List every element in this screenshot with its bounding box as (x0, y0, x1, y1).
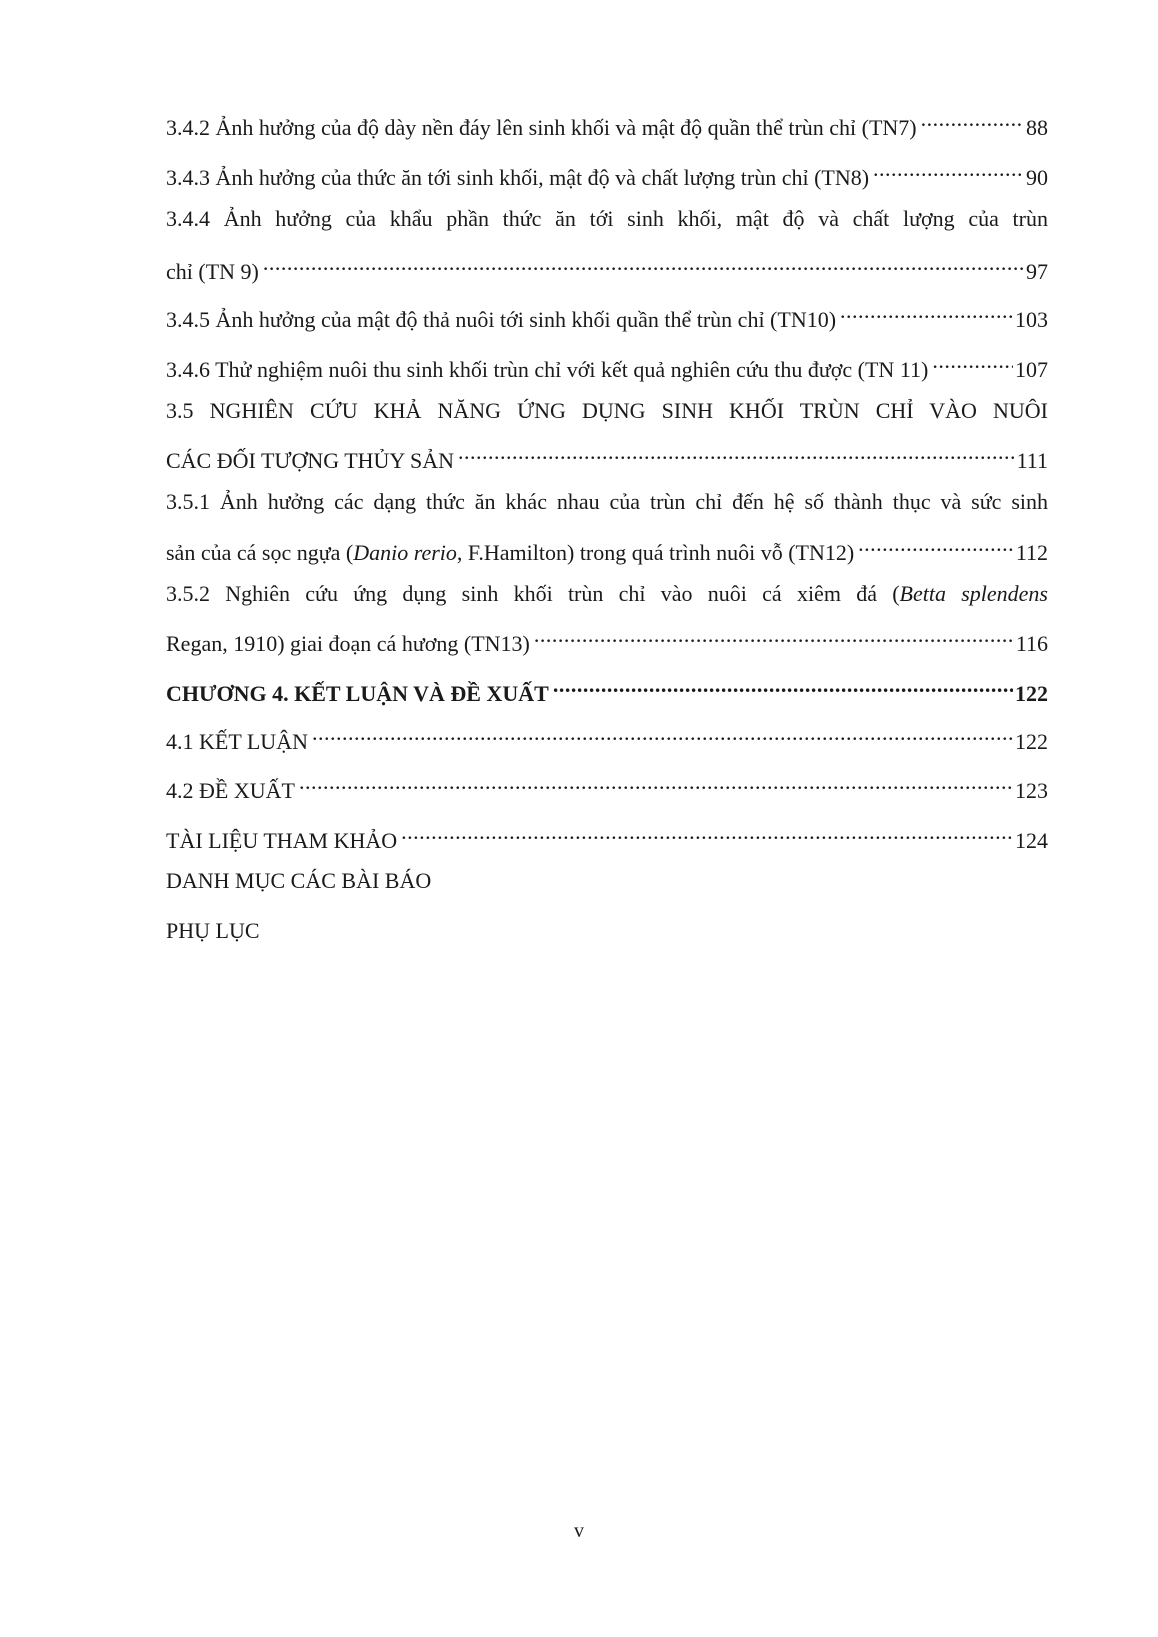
title-text: 3.5.2 Nghiên cứu ứng dụng sinh khối trùn chỉ vào nuôi cá xiêm đá ( (166, 581, 900, 606)
toc-entry-page: 124 (1015, 828, 1048, 853)
toc-entry-line1[interactable] (166, 578, 1048, 610)
toc-entry-page: 122 (1015, 681, 1048, 706)
toc-entry-title (166, 537, 854, 569)
toc-entry-page: 111 (1016, 448, 1048, 473)
dot-leader (312, 717, 1013, 749)
toc-entry-title-line1 (166, 581, 1048, 606)
toc-entry[interactable] (166, 295, 1048, 332)
dot-leader (263, 247, 1024, 279)
toc-entry-title: 4.1 KẾT LUẬN (166, 729, 308, 754)
dot-leader (534, 619, 1014, 651)
toc-entry-line1[interactable] (166, 486, 1048, 518)
toc-entry-title: 3.4.5 Ảnh hưởng của mật độ thả nuôi tới sinh khối quần thể trùn chỉ (TN10) (166, 307, 837, 332)
title-text: , F.Hamilton) trong quá trình nuôi vỗ (TN12) (456, 540, 855, 565)
dot-leader (840, 295, 1013, 327)
toc-entry-page: 90 (1026, 165, 1048, 190)
dot-leader (458, 436, 1015, 468)
toc-entry-title: DANH MỤC CÁC BÀI BÁO (166, 868, 432, 893)
toc-entry-title: 4.2 ĐỀ XUẤT (166, 778, 295, 803)
dot-leader (553, 669, 1013, 701)
species-name: Betta splendens (899, 581, 1048, 606)
toc-entry-page: 97 (1026, 259, 1048, 284)
toc-entry[interactable] (166, 717, 1048, 754)
toc-entry[interactable] (166, 619, 1048, 656)
toc-entry[interactable] (166, 766, 1048, 803)
toc-entry-title: TÀI LIỆU THAM KHẢO (166, 828, 398, 853)
toc-entry-title: 3.4.6 Thử nghiệm nuôi thu sinh khối trùn chỉ với kết quả nghiên cứu thu được (TN 11) (166, 357, 929, 382)
toc-entry-page: 88 (1026, 115, 1048, 140)
dot-leader (401, 816, 1013, 848)
toc-entry-line1[interactable] (166, 395, 1048, 427)
toc-entry[interactable] (166, 865, 1048, 897)
dot-leader (932, 345, 1013, 377)
toc-entry-title-line1: 3.5.1 Ảnh hưởng các dạng thức ăn khác nhau của trùn chỉ đến hệ số thành thục và sức sinh (166, 489, 1048, 514)
dot-leader (299, 766, 1013, 798)
toc-entry[interactable] (166, 345, 1048, 382)
toc-entry-page: 103 (1015, 307, 1048, 332)
toc-chapter-entry[interactable] (166, 669, 1048, 706)
toc-entry[interactable] (166, 436, 1048, 473)
toc-entry-title: 3.4.2 Ảnh hưởng của độ dày nền đáy lên sinh khối và mật độ quần thể trùn chỉ (TN7) (166, 115, 917, 140)
toc-entry-title: PHỤ LỤC (166, 918, 260, 943)
toc-entry-title: 3.4.3 Ảnh hưởng của thức ăn tới sinh khối, mật độ và chất lượng trùn chỉ (TN8) (166, 165, 870, 190)
page-number: v (574, 1520, 584, 1542)
dot-leader (873, 153, 1024, 185)
toc-entry[interactable] (166, 816, 1048, 853)
toc-entry-line1[interactable] (166, 203, 1048, 235)
dot-leader (858, 528, 1014, 560)
toc-entry[interactable] (166, 103, 1048, 140)
toc-entry-title: chỉ (TN 9) (166, 259, 259, 284)
toc-entry[interactable] (166, 247, 1048, 284)
toc-entry-page: 116 (1015, 631, 1048, 656)
toc-entry[interactable] (166, 153, 1048, 190)
toc-entry-page: 107 (1015, 357, 1048, 382)
toc-entry-title: CÁC ĐỐI TƯỢNG THỦY SẢN (166, 448, 455, 473)
dot-leader (921, 103, 1024, 135)
toc-entry-title: CHƯƠNG 4. KẾT LUẬN VÀ ĐỀ XUẤT (166, 681, 549, 706)
toc-entry-page: 122 (1015, 729, 1048, 754)
title-text: sản của cá sọc ngựa ( (166, 540, 354, 565)
species-name: Danio rerio (353, 540, 457, 565)
toc-entry-title-line1: 3.4.4 Ảnh hưởng của khẩu phần thức ăn tới sinh khối, mật độ và chất lượng của trùn (166, 206, 1048, 231)
toc-entry[interactable] (166, 528, 1048, 565)
toc-entry[interactable] (166, 915, 1048, 947)
toc-entry-title-line1: 3.5 NGHIÊN CỨU KHẢ NĂNG ỨNG DỤNG SINH KHỐI TRÙN CHỈ VÀO NUÔI (166, 398, 1048, 423)
toc-entry-page: 112 (1015, 540, 1048, 565)
toc-entry-page: 123 (1015, 778, 1048, 803)
toc-entry-title: Regan, 1910) giai đoạn cá hương (TN13) (166, 631, 530, 656)
